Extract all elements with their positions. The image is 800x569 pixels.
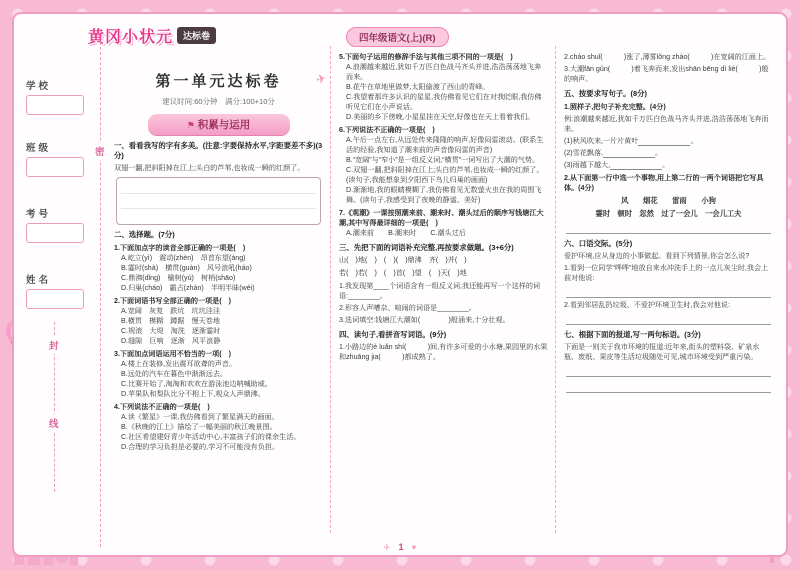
- exam-meta: 建议时间:60分钟 满分:100+10分: [162, 97, 275, 106]
- q2-5-option-b: B.花牛在草地里做梦,太阳偷渡了西山的青峰。: [346, 83, 490, 91]
- answer-blank: [638, 137, 690, 146]
- class-input-box: [26, 157, 84, 177]
- q3-fill-row-2: 若( )若( ) ( )首( )望 ( )天( )地: [339, 269, 467, 277]
- school-label: 学校: [26, 81, 52, 92]
- q2-3-option-d: D.苹果队和梨队比分不相上下,观众人声鼎沸。: [121, 390, 265, 398]
- q6-heading: 六、口语交际。(5分): [564, 239, 633, 248]
- q4-item-2: 2.cháo shuǐ( )涨了,薄雾lǒng zhào( )在宽阔的江面上。: [564, 53, 771, 61]
- brand-logo: [88, 24, 216, 47]
- q2-5-option-a: A.浪潮越来越近,犹如千万匹白色战马齐头并进,浩浩荡荡地飞奔而来。: [346, 63, 542, 81]
- q2-2-option-a: A.宽阔 灰复 跌坑 坑坑洼洼: [121, 307, 220, 315]
- school-input-box: [26, 95, 84, 115]
- q2-2-option-d: D.缝隙 巨响 逐渐 风平浪静: [121, 337, 221, 345]
- brand-logo-text: 黄冈小状元: [88, 29, 174, 46]
- q2-4-option-c: C.社区希望建好青少年活动中心,丰富孩子们的课余生活。: [121, 433, 301, 441]
- q7-heading: 七、根据下面的报道,写一两句标语。(3分): [564, 330, 701, 339]
- seal-char-xian: 线: [48, 414, 60, 432]
- plane-icon: ✈: [314, 71, 328, 87]
- q6-item-2: 2.看到邻居乱扔垃圾、不爱护环境卫生时,我会对他说:: [564, 301, 730, 309]
- q2-6-option-c: C.双翅一翻,把斜阳掉在江上;头白的芦苇,也妆成一瞬的红颜了。(读句子,我能想象到夕阳西下鸟儿归巢的画面): [346, 166, 544, 184]
- q5-sub-2: 2.从下面第一行中选一个事物,用上第二行的一两个词语把它写具体。(4分): [564, 174, 764, 192]
- q2-5-option-c: C.我望着那许多认识的星星,我仿佛看见它们在对我眨眼,我仿佛听见它们在小声说话。: [346, 93, 542, 111]
- q2-1-option-d: D.归巢(cháo) 霸占(zhàn) 半明半昧(wèi): [121, 284, 255, 292]
- q3-heading: 三、先把下面的词语补充完整,再按要求做题。(3+6分): [339, 243, 514, 252]
- q2-2-option-b: B.横贯 模糊 蹲踞 慢天卷地: [121, 317, 220, 325]
- answer-blank: [610, 161, 662, 170]
- q5-heading: 五、按要求写句子。(8分): [564, 89, 647, 98]
- plane-icon: ✈: [383, 543, 391, 552]
- exam-number-field: [26, 206, 94, 243]
- seal-char-feng: 封: [48, 336, 60, 354]
- q2-3-stem: 3.下面加点词语运用不恰当的一项( ): [114, 350, 232, 358]
- answer-blank: [603, 149, 655, 158]
- q2-3-option-c: C.比赛开始了,淘淘和欢欢在游泳池边呐喊助威。: [121, 380, 272, 388]
- column-1: [106, 46, 330, 533]
- q2-7-options: A.潮来前 B.潮来时 C.潮头过后: [346, 229, 466, 237]
- q6-item-1: 1.看到一位同学“哗哗”地放自来水冲洗手上的一点儿灰尘时,我会上前对他说:: [564, 264, 769, 282]
- q2-3-option-a: A.楼上在装修,发出震耳欲聋的声音。: [121, 360, 237, 368]
- column-3: [555, 46, 780, 533]
- edition-badge: 四年级语文(上)(R): [346, 27, 449, 47]
- q7-report: 下面是一则关于我市环境的报道:近年来,街头的塑料袋、矿泉水瓶、废纸、果皮等生活垃圾随处可见,城市环境受到严重污染。: [564, 343, 760, 361]
- answer-line: [566, 284, 771, 298]
- name-field: [26, 272, 94, 309]
- answer-line: [566, 311, 771, 325]
- seal-char-mi: 密: [94, 142, 106, 160]
- q5-item-3: (3)雨越下越大, 。: [564, 161, 670, 169]
- q3-fill-row-1: 山( )地( ) ( )( )鼎沸 齐( )并( ): [339, 256, 467, 264]
- answer-line: [566, 220, 771, 234]
- q2-5-option-d: D.美丽的乡下傍晚,小星星挂在天空,好像也在天上看着我们。: [346, 113, 535, 121]
- q1-heading: 一、看看我写的字有多美。(注意:字要保持水平,字距要差不多)(3分): [114, 141, 323, 160]
- q5-item-2: (2)雪花飘落, 。: [564, 149, 663, 157]
- q2-2-stem: 2.下面词语书写全部正确的一项是( ): [114, 297, 232, 305]
- q2-4-option-a: A.读《繁星》一课,我仿佛看到了繁星满天的画面。: [121, 413, 279, 421]
- content-columns: [106, 46, 780, 533]
- q3-sub-1: 1.我发现第____个词语含有一组反义词,我还能再写一个这样的词语:________。: [339, 282, 541, 300]
- column-2: [330, 46, 555, 533]
- q4-item-3: 3.大潮fān gǔn( )着飞奔而来,发出shān bēng dì liè( )般的响声。: [564, 65, 769, 83]
- section-banner-accumulation: [148, 114, 290, 135]
- q2-3-option-b: B.远处的汽车在暮色中渐渐远去。: [121, 370, 228, 378]
- exam-number-label: 考号: [26, 209, 52, 220]
- brand-logo-badge: 达标卷: [177, 27, 216, 44]
- q2-heading: 二、选择题。(7分): [114, 230, 175, 239]
- q6-intro: 爱护环境,应从身边的小事做起。看到下列情景,你会怎么说?: [564, 252, 750, 260]
- name-label: 姓名: [26, 275, 52, 286]
- q2-4-option-d: D.合理的学习负担是必要的,学习不可能没有负担。: [121, 443, 280, 451]
- q2-5-stem: 5.下面句子运用的修辞手法与其他三项不同的一项是( ): [339, 53, 513, 61]
- q2-4-stem: 4.下列说法不正确的一项是( ): [114, 403, 210, 411]
- q5-item-1: (1)秋风吹来,一片片黄叶 。: [564, 137, 698, 145]
- q5-item-3-text: (3)雨越下越大,: [564, 161, 611, 169]
- q2-1-stem: 1.下面加点字的读音全部正确的一项是( ): [114, 244, 246, 252]
- q4-item-1: 1.小路边的é luǎn shí( )间,有许多可爱的小水塘,果园里的水果和zhuāng jia( )都成熟了。: [339, 343, 548, 361]
- q5-example: 例:浪潮越来越近,犹如千万匹白色战马齐头并进,浩浩荡荡地飞奔而来。: [564, 115, 769, 133]
- paper-title: 第一单元达标卷: [155, 73, 282, 90]
- q4-heading: 四、读句子,看拼音写词语。(9分): [339, 330, 447, 339]
- name-input-box: [26, 289, 84, 309]
- handwriting-box: [116, 177, 321, 225]
- q2-1-option-b: B.霎时(shà) 横贯(guàn) 风号浪吼(háo): [121, 264, 252, 272]
- q2-6-option-b: B.“宽阔”与“窄小”是一组反义词,“横贯”一词写出了大潮的气势。: [346, 156, 540, 164]
- class-label: 班级: [26, 143, 52, 154]
- answer-line: [566, 379, 771, 393]
- q5-word-row-1: 风 烟花 雷雨 小狗: [621, 196, 716, 205]
- q2-6-option-d: D.渐渐地,我的眼睛模糊了,我仿佛看见无数萤火虫在我的周围飞舞。(读句子,我感受到了夜晚的静谧、美好): [346, 186, 542, 204]
- exam-number-input-box: [26, 223, 84, 243]
- section-banner-label: 积累与运用: [197, 119, 251, 131]
- seal-line: [100, 42, 101, 547]
- q5-item-1-text: (1)秋风吹来,一片片黄叶: [564, 137, 639, 145]
- page-number: 1: [398, 542, 404, 553]
- q2-6-option-a: A.午后一点左右,从远处传来隆隆的响声,好像闷雷滚动。(联系生活的经验,我知道了潮来前的声音像闷雷的声音): [346, 136, 544, 154]
- q2-1-option-c: C.鼎沸(dǐng) 榆树(yú) 树梢(shāo): [121, 274, 236, 282]
- q3-sub-3: 3.选词填空:钱塘江大潮如( )般涌来,十分壮观。: [339, 316, 510, 324]
- q5-sub-1: 1.照样子,把句子补充完整。(4分): [564, 103, 666, 111]
- footer: [14, 542, 786, 553]
- q2-6-stem: 6.下列说法不正确的一项是( ): [339, 126, 435, 134]
- q5-item-2-text: (2)雪花飘落,: [564, 149, 604, 157]
- paper-sheet: [12, 12, 788, 557]
- q3-sub-2: 2.形容人声嘈杂、喧闹的词语是________。: [339, 304, 476, 312]
- class-field: [26, 140, 94, 177]
- q2-7-stem: 7.《观潮》一课按照潮来前、潮来时、潮头过后的顺序写钱塘江大潮,其中写得最详细的一项是( ): [339, 209, 544, 227]
- q2-1-option-a: A.屹立(yì) 震动(zhèn) 昂首东望(áng): [121, 254, 246, 262]
- q2-4-option-b: B.《秋晚的江上》描绘了一幅美丽的秋江晚景图。: [121, 423, 277, 431]
- school-field: [26, 78, 94, 115]
- flag-icon: ⚑: [186, 120, 195, 130]
- answer-line: [566, 363, 771, 377]
- heart-icon: ♥: [411, 543, 417, 552]
- q1-passage: 双翅一翻,把斜阳掉在江上;头白的芦苇,也妆成一瞬的红颜了。: [114, 164, 305, 172]
- q5-word-row-2: 霎时 顿时 忽然 过了一会儿 一会儿工夫: [595, 209, 742, 218]
- q2-2-option-c: C.规滚 大堤 淘洗 逐渐霎时: [121, 327, 221, 335]
